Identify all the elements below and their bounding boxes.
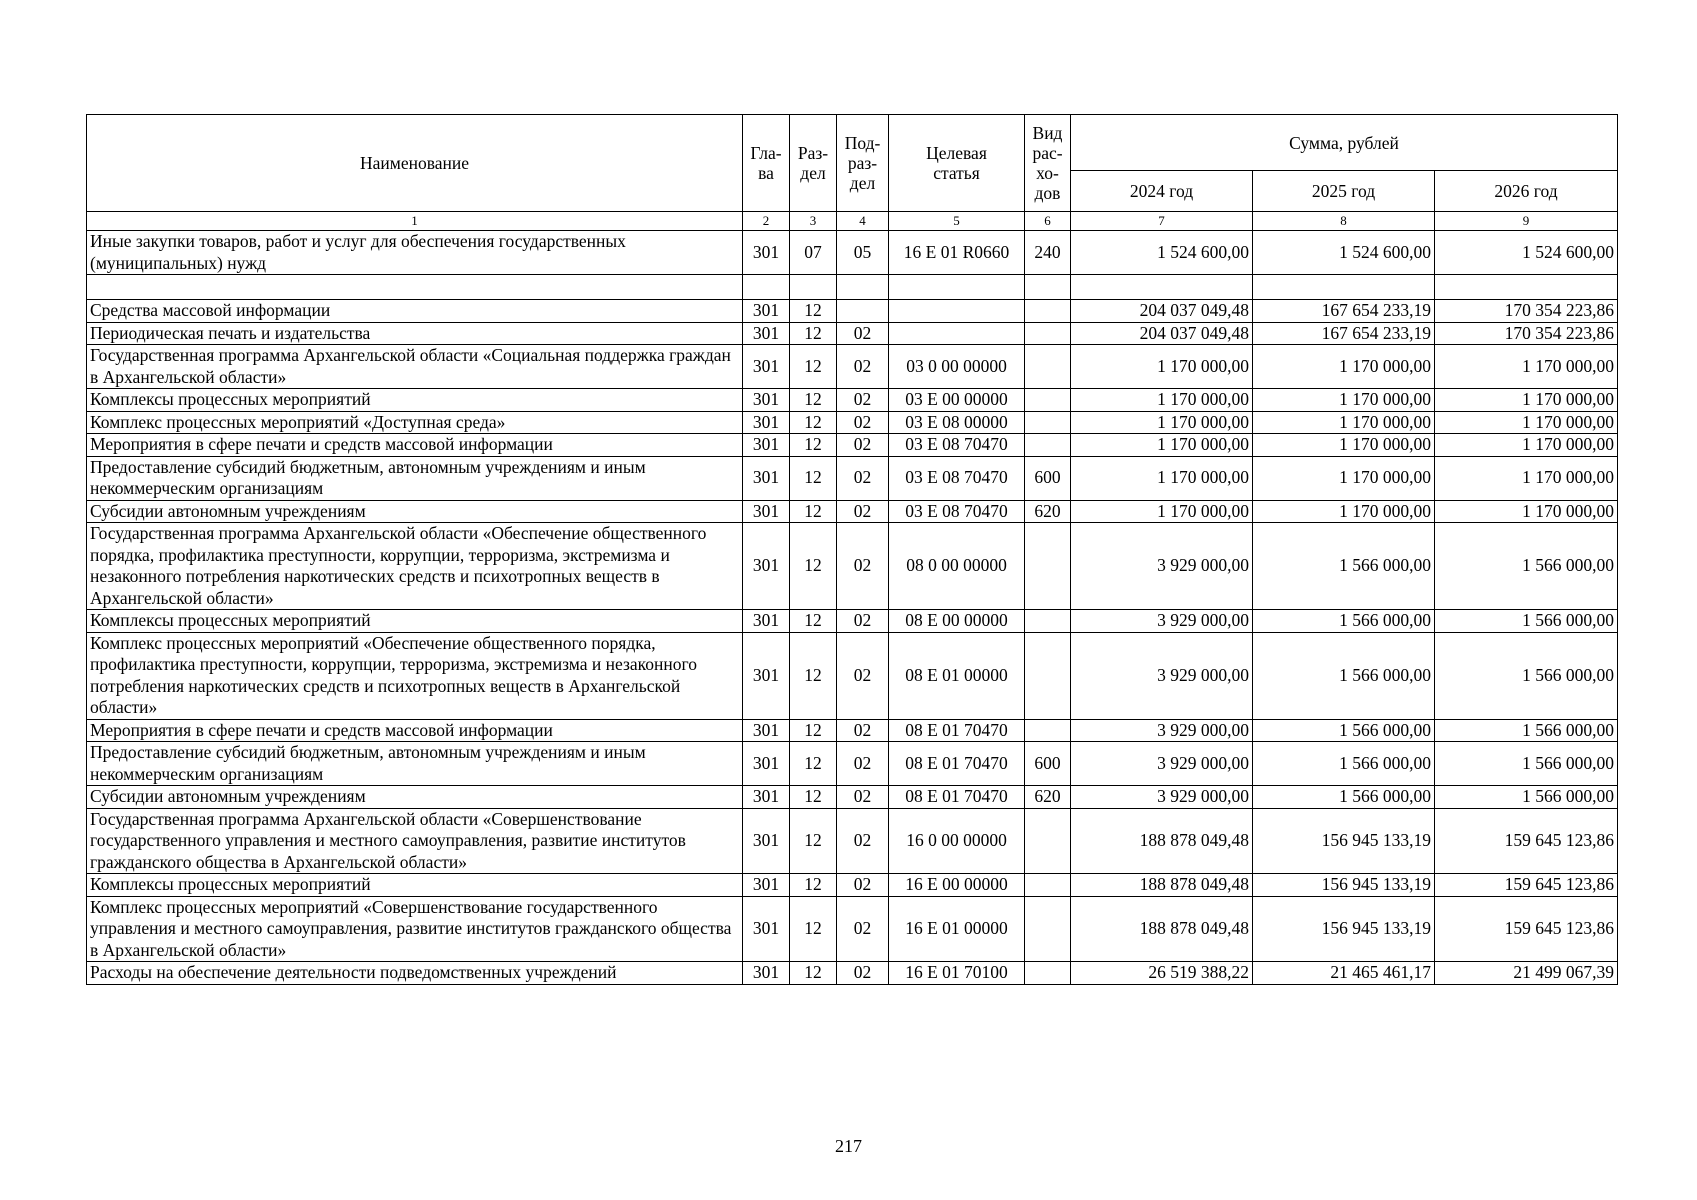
cell-name: Комплексы процессных мероприятий [87,874,743,897]
cell-target-article: 16 Е 01 R0660 [889,231,1025,275]
cell-amount-2026 [1435,275,1618,300]
cell-expense-type [1025,610,1071,633]
cell-razdel: 12 [790,742,837,786]
column-index-row [87,212,1618,231]
cell-target-article: 03 0 00 00000 [889,345,1025,389]
table-row [87,786,1618,809]
cell-name [87,275,743,300]
cell-razdel: 12 [790,500,837,523]
cell-target-article: 03 Е 08 70470 [889,500,1025,523]
cell-amount-2026: 170 354 223,86 [1435,300,1618,323]
cell-amount-2025: 1 170 000,00 [1253,434,1435,457]
cell-amount-2025: 1 170 000,00 [1253,345,1435,389]
cell-amount-2026: 1 566 000,00 [1435,610,1618,633]
cell-glava: 301 [743,808,790,874]
cell-podrazdel: 02 [837,808,889,874]
cell-expense-type [1025,300,1071,323]
cell-amount-2026: 159 645 123,86 [1435,808,1618,874]
column-index: 6 [1025,212,1071,231]
cell-expense-type: 620 [1025,500,1071,523]
cell-amount-2024: 3 929 000,00 [1071,742,1253,786]
cell-glava: 301 [743,389,790,412]
cell-amount-2025: 167 654 233,19 [1253,300,1435,323]
table-row [87,456,1618,500]
cell-amount-2026: 1 566 000,00 [1435,742,1618,786]
cell-amount-2025 [1253,275,1435,300]
cell-amount-2024: 1 170 000,00 [1071,389,1253,412]
cell-glava: 301 [743,456,790,500]
cell-podrazdel [837,275,889,300]
table-row [87,411,1618,434]
table-row [87,719,1618,742]
cell-amount-2025: 156 945 133,19 [1253,874,1435,897]
cell-razdel [790,275,837,300]
cell-target-article: 03 Е 08 70470 [889,434,1025,457]
cell-podrazdel: 02 [837,434,889,457]
cell-glava: 301 [743,434,790,457]
cell-podrazdel: 02 [837,719,889,742]
cell-podrazdel: 02 [837,742,889,786]
cell-name: Комплекс процессных мероприятий «Доступная среда» [87,411,743,434]
cell-target-article: 16 Е 00 00000 [889,874,1025,897]
cell-podrazdel: 02 [837,786,889,809]
table-row [87,322,1618,345]
cell-amount-2026: 1 566 000,00 [1435,786,1618,809]
cell-razdel: 12 [790,322,837,345]
table-row [87,962,1618,985]
cell-target-article: 08 Е 01 00000 [889,632,1025,719]
cell-amount-2025: 1 566 000,00 [1253,742,1435,786]
cell-name: Комплекс процессных мероприятий «Обеспечение общественного порядка, профилактика преступности, коррупции, терроризма, экстремизма и незаконного потребления наркотических средств и психотропных веществ в Архангельской области» [87,632,743,719]
cell-amount-2026: 1 566 000,00 [1435,719,1618,742]
cell-amount-2024: 3 929 000,00 [1071,610,1253,633]
cell-expense-type [1025,808,1071,874]
cell-name: Субсидии автономным учреждениям [87,786,743,809]
cell-amount-2026: 1 170 000,00 [1435,500,1618,523]
cell-amount-2024 [1071,275,1253,300]
cell-glava: 301 [743,786,790,809]
cell-amount-2024: 1 170 000,00 [1071,345,1253,389]
cell-amount-2025: 1 170 000,00 [1253,411,1435,434]
cell-target-article: 08 Е 01 70470 [889,786,1025,809]
table-row [87,434,1618,457]
column-index: 1 [87,212,743,231]
cell-podrazdel: 02 [837,874,889,897]
cell-target-article: 08 Е 00 00000 [889,610,1025,633]
cell-glava: 301 [743,300,790,323]
cell-razdel: 07 [790,231,837,275]
header-razdel: Раз- дел [790,115,837,212]
cell-podrazdel: 02 [837,389,889,412]
budget-table [86,114,1618,985]
header-year-2025: 2025 год [1253,171,1435,212]
cell-podrazdel: 05 [837,231,889,275]
cell-name: Мероприятия в сфере печати и средств массовой информации [87,719,743,742]
column-index: 9 [1435,212,1618,231]
cell-amount-2026: 1 524 600,00 [1435,231,1618,275]
cell-target-article [889,300,1025,323]
cell-razdel: 12 [790,962,837,985]
cell-expense-type [1025,632,1071,719]
cell-target-article: 08 Е 01 70470 [889,742,1025,786]
header-glava: Гла- ва [743,115,790,212]
cell-razdel: 12 [790,411,837,434]
cell-amount-2026: 159 645 123,86 [1435,874,1618,897]
cell-razdel: 12 [790,389,837,412]
table-row [87,610,1618,633]
cell-name: Комплекс процессных мероприятий «Совершенствование государственного управления и местного самоуправления, развитие институтов гражданского общества в Архангельской области» [87,896,743,962]
cell-name: Государственная программа Архангельской области «Социальная поддержка граждан в Архангельской области» [87,345,743,389]
cell-podrazdel: 02 [837,962,889,985]
cell-expense-type: 240 [1025,231,1071,275]
cell-target-article: 08 0 00 00000 [889,523,1025,610]
cell-name: Предоставление субсидий бюджетным, автономным учреждениям и иным некоммерческим организациям [87,742,743,786]
cell-target-article [889,322,1025,345]
cell-target-article: 16 Е 01 70100 [889,962,1025,985]
cell-glava: 301 [743,610,790,633]
cell-glava: 301 [743,742,790,786]
cell-amount-2026: 1 170 000,00 [1435,389,1618,412]
cell-amount-2025: 1 170 000,00 [1253,500,1435,523]
table-row [87,874,1618,897]
cell-amount-2024: 204 037 049,48 [1071,322,1253,345]
cell-razdel: 12 [790,456,837,500]
header-celevaya: Целевая статья [889,115,1025,212]
cell-target-article: 03 Е 00 00000 [889,389,1025,412]
cell-amount-2024: 1 170 000,00 [1071,456,1253,500]
cell-glava: 301 [743,874,790,897]
cell-amount-2024: 1 170 000,00 [1071,411,1253,434]
cell-amount-2024: 188 878 049,48 [1071,874,1253,897]
cell-amount-2025: 1 524 600,00 [1253,231,1435,275]
page-number: 217 [835,1136,862,1156]
cell-amount-2025: 21 465 461,17 [1253,962,1435,985]
cell-amount-2026: 159 645 123,86 [1435,896,1618,962]
header-year-2026: 2026 год [1435,171,1618,212]
cell-target-article [889,275,1025,300]
cell-podrazdel: 02 [837,523,889,610]
cell-podrazdel: 02 [837,345,889,389]
cell-amount-2025: 156 945 133,19 [1253,808,1435,874]
cell-razdel: 12 [790,808,837,874]
cell-amount-2026: 1 170 000,00 [1435,411,1618,434]
cell-amount-2024: 3 929 000,00 [1071,632,1253,719]
column-index: 5 [889,212,1025,231]
table-row [87,742,1618,786]
cell-expense-type [1025,896,1071,962]
table-row [87,231,1618,275]
cell-glava [743,275,790,300]
cell-podrazdel: 02 [837,500,889,523]
cell-podrazdel [837,300,889,323]
table-row [87,389,1618,412]
cell-razdel: 12 [790,434,837,457]
cell-expense-type [1025,275,1071,300]
cell-expense-type [1025,345,1071,389]
cell-amount-2026: 1 170 000,00 [1435,434,1618,457]
cell-expense-type [1025,434,1071,457]
cell-target-article: 16 0 00 00000 [889,808,1025,874]
cell-glava: 301 [743,523,790,610]
cell-amount-2025: 1 566 000,00 [1253,632,1435,719]
cell-amount-2025: 1 566 000,00 [1253,610,1435,633]
cell-glava: 301 [743,719,790,742]
cell-expense-type [1025,411,1071,434]
cell-name: Комплексы процессных мероприятий [87,389,743,412]
cell-podrazdel: 02 [837,632,889,719]
cell-expense-type [1025,719,1071,742]
column-index: 3 [790,212,837,231]
cell-razdel: 12 [790,719,837,742]
header-vid: Вид рас- хо- дов [1025,115,1071,212]
cell-amount-2024: 1 524 600,00 [1071,231,1253,275]
header-podrazdel: Под- раз- дел [837,115,889,212]
cell-glava: 301 [743,632,790,719]
column-index: 4 [837,212,889,231]
cell-razdel: 12 [790,300,837,323]
cell-name: Средства массовой информации [87,300,743,323]
cell-expense-type [1025,389,1071,412]
table-header [87,115,1618,231]
cell-amount-2025: 1 170 000,00 [1253,456,1435,500]
cell-amount-2025: 1 170 000,00 [1253,389,1435,412]
table-row [87,632,1618,719]
cell-name: Мероприятия в сфере печати и средств массовой информации [87,434,743,457]
cell-glava: 301 [743,345,790,389]
cell-expense-type [1025,874,1071,897]
cell-name: Комплексы процессных мероприятий [87,610,743,633]
cell-amount-2026: 1 170 000,00 [1435,345,1618,389]
table-row [87,808,1618,874]
table-row [87,896,1618,962]
cell-razdel: 12 [790,610,837,633]
column-index: 2 [743,212,790,231]
cell-target-article: 03 Е 08 70470 [889,456,1025,500]
table-row [87,523,1618,610]
cell-expense-type: 600 [1025,456,1071,500]
cell-razdel: 12 [790,874,837,897]
cell-amount-2026: 1 170 000,00 [1435,456,1618,500]
column-index: 7 [1071,212,1253,231]
cell-amount-2024: 1 170 000,00 [1071,500,1253,523]
header-summa: Сумма, рублей [1071,115,1618,171]
cell-amount-2026: 21 499 067,39 [1435,962,1618,985]
cell-amount-2024: 1 170 000,00 [1071,434,1253,457]
cell-glava: 301 [743,896,790,962]
cell-amount-2026: 1 566 000,00 [1435,632,1618,719]
cell-amount-2025: 167 654 233,19 [1253,322,1435,345]
cell-razdel: 12 [790,345,837,389]
cell-target-article: 16 Е 01 00000 [889,896,1025,962]
cell-target-article: 08 Е 01 70470 [889,719,1025,742]
cell-podrazdel: 02 [837,610,889,633]
cell-amount-2026: 1 566 000,00 [1435,523,1618,610]
cell-name: Периодическая печать и издательства [87,322,743,345]
cell-name: Государственная программа Архангельской области «Совершенствование государственного управления и местного самоуправления, развитие институтов гражданского общества в Архангельской области» [87,808,743,874]
cell-expense-type [1025,322,1071,345]
cell-glava: 301 [743,500,790,523]
cell-glava: 301 [743,411,790,434]
cell-name: Иные закупки товаров, работ и услуг для обеспечения государственных (муниципальных) нужд [87,231,743,275]
cell-amount-2024: 204 037 049,48 [1071,300,1253,323]
column-index: 8 [1253,212,1435,231]
cell-expense-type: 620 [1025,786,1071,809]
cell-razdel: 12 [790,632,837,719]
header-name: Наименование [87,115,743,212]
cell-amount-2026: 170 354 223,86 [1435,322,1618,345]
cell-name: Субсидии автономным учреждениям [87,500,743,523]
cell-expense-type [1025,962,1071,985]
cell-amount-2024: 26 519 388,22 [1071,962,1253,985]
cell-amount-2024: 3 929 000,00 [1071,523,1253,610]
cell-razdel: 12 [790,786,837,809]
cell-amount-2025: 156 945 133,19 [1253,896,1435,962]
cell-amount-2024: 188 878 049,48 [1071,808,1253,874]
cell-podrazdel: 02 [837,456,889,500]
cell-podrazdel: 02 [837,896,889,962]
table-row [87,275,1618,300]
header-year-2024: 2024 год [1071,171,1253,212]
cell-glava: 301 [743,231,790,275]
cell-name: Расходы на обеспечение деятельности подведомственных учреждений [87,962,743,985]
cell-razdel: 12 [790,523,837,610]
table-row [87,300,1618,323]
cell-razdel: 12 [790,896,837,962]
cell-target-article: 03 Е 08 00000 [889,411,1025,434]
cell-name: Государственная программа Архангельской области «Обеспечение общественного порядка, профилактика преступности, коррупции, терроризма, экстремизма и незаконного потребления наркотических средств и психотропных веществ в Архангельской области» [87,523,743,610]
cell-amount-2024: 3 929 000,00 [1071,719,1253,742]
cell-expense-type: 600 [1025,742,1071,786]
cell-amount-2024: 3 929 000,00 [1071,786,1253,809]
cell-expense-type [1025,523,1071,610]
cell-amount-2025: 1 566 000,00 [1253,523,1435,610]
cell-amount-2025: 1 566 000,00 [1253,786,1435,809]
cell-amount-2025: 1 566 000,00 [1253,719,1435,742]
cell-podrazdel: 02 [837,322,889,345]
cell-name: Предоставление субсидий бюджетным, автономным учреждениям и иным некоммерческим организациям [87,456,743,500]
table-row [87,345,1618,389]
cell-glava: 301 [743,322,790,345]
table-body [87,231,1618,985]
cell-podrazdel: 02 [837,411,889,434]
cell-glava: 301 [743,962,790,985]
table-row [87,500,1618,523]
cell-amount-2024: 188 878 049,48 [1071,896,1253,962]
